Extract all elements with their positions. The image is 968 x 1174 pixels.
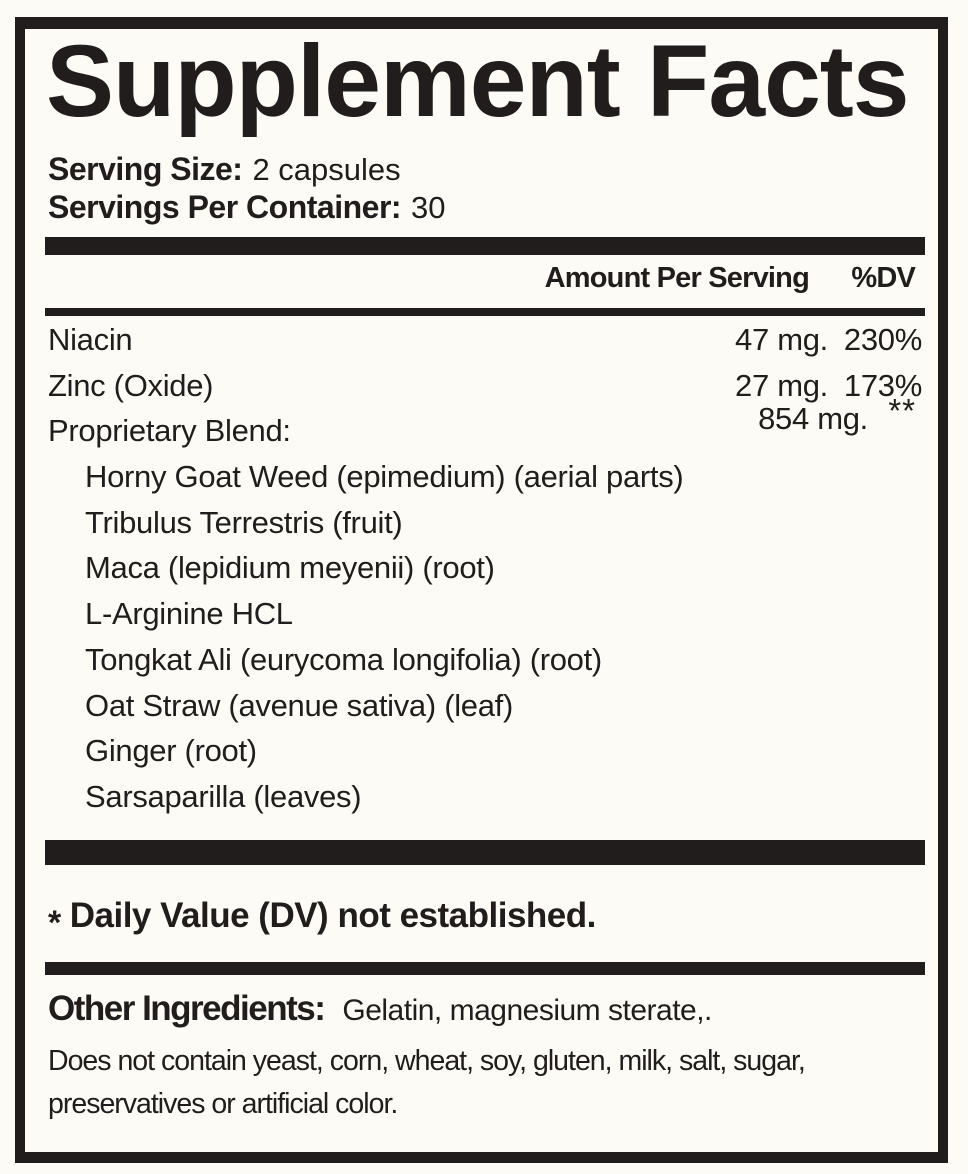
page-title: Supplement Facts <box>46 24 909 138</box>
ingredient-name: Maca (lepidium meyenii) (root) <box>85 550 495 586</box>
divider-bar-thick-bottom <box>45 840 925 865</box>
other-ingredients-line <box>48 988 712 1037</box>
asterisk-mark: * <box>48 904 61 942</box>
disclaimer-line-1: Does not contain yeast, corn, wheat, soy, gluten, milk, salt, sugar, <box>48 1045 805 1077</box>
serving-size-value: 2 capsules <box>252 152 401 187</box>
table-row <box>48 545 922 591</box>
servings-per-container-value: 30 <box>411 189 446 225</box>
amount-per-serving-header: Amount Per Serving <box>544 262 809 294</box>
table-row <box>48 317 922 363</box>
servings-per-container-line <box>48 189 446 227</box>
ingredient-dv: 230% <box>843 322 922 357</box>
ingredient-name: Tongkat Ali (eurycoma longifolia) (root) <box>85 641 602 677</box>
table-row <box>48 500 922 546</box>
ingredient-name: L-Arginine HCL <box>85 596 293 632</box>
dv-footnote-text: Daily Value (DV) not established. <box>69 896 596 935</box>
disclaimer-line-2: preservatives or artificial color. <box>48 1088 398 1120</box>
ingredient-name: Oat Straw (avenue sativa) (leaf) <box>85 687 514 723</box>
ingredient-name: Sarsaparilla (leaves) <box>85 778 362 814</box>
label-border-frame <box>15 17 948 1163</box>
table-row <box>48 392 922 454</box>
ingredient-amount: 854 mg. <box>758 401 868 437</box>
dv-footnote <box>48 896 596 942</box>
ingredient-dv: 173% <box>843 367 922 403</box>
ingredient-amount: 27 mg. <box>735 367 828 403</box>
ingredient-name: Tribulus Terrestris (fruit) <box>85 504 403 540</box>
ingredient-name: Horny Goat Weed (epimedium) (aerial parts) <box>85 459 684 495</box>
ingredient-amount: 47 mg. <box>735 322 828 357</box>
divider-bar-medium <box>45 962 925 975</box>
table-column-headers <box>48 261 922 295</box>
serving-info <box>48 151 446 226</box>
percent-dv-header: %DV <box>851 262 915 294</box>
other-ingredients-label: Other Ingredients: <box>48 989 325 1028</box>
ingredient-name: Ginger (root) <box>85 733 257 769</box>
table-row <box>48 637 922 683</box>
ingredient-name: Niacin <box>48 322 133 357</box>
table-row <box>48 728 922 774</box>
header-rule <box>45 308 925 316</box>
servings-per-container-label: Servings Per Container: <box>48 188 402 225</box>
ingredient-name: Proprietary Blend: <box>48 413 291 449</box>
table-row <box>48 591 922 637</box>
serving-size-label: Serving Size: <box>48 151 243 187</box>
ingredient-dv: ** <box>888 392 916 430</box>
other-ingredients-value: Gelatin, magnesium sterate,. <box>342 994 712 1027</box>
divider-bar-thick-top <box>45 237 925 255</box>
ingredient-name: Zinc (Oxide) <box>48 367 214 403</box>
table-row <box>48 454 922 500</box>
table-row <box>48 774 922 820</box>
ingredient-table <box>48 317 922 820</box>
table-row <box>48 683 922 729</box>
serving-size-line <box>48 151 446 189</box>
